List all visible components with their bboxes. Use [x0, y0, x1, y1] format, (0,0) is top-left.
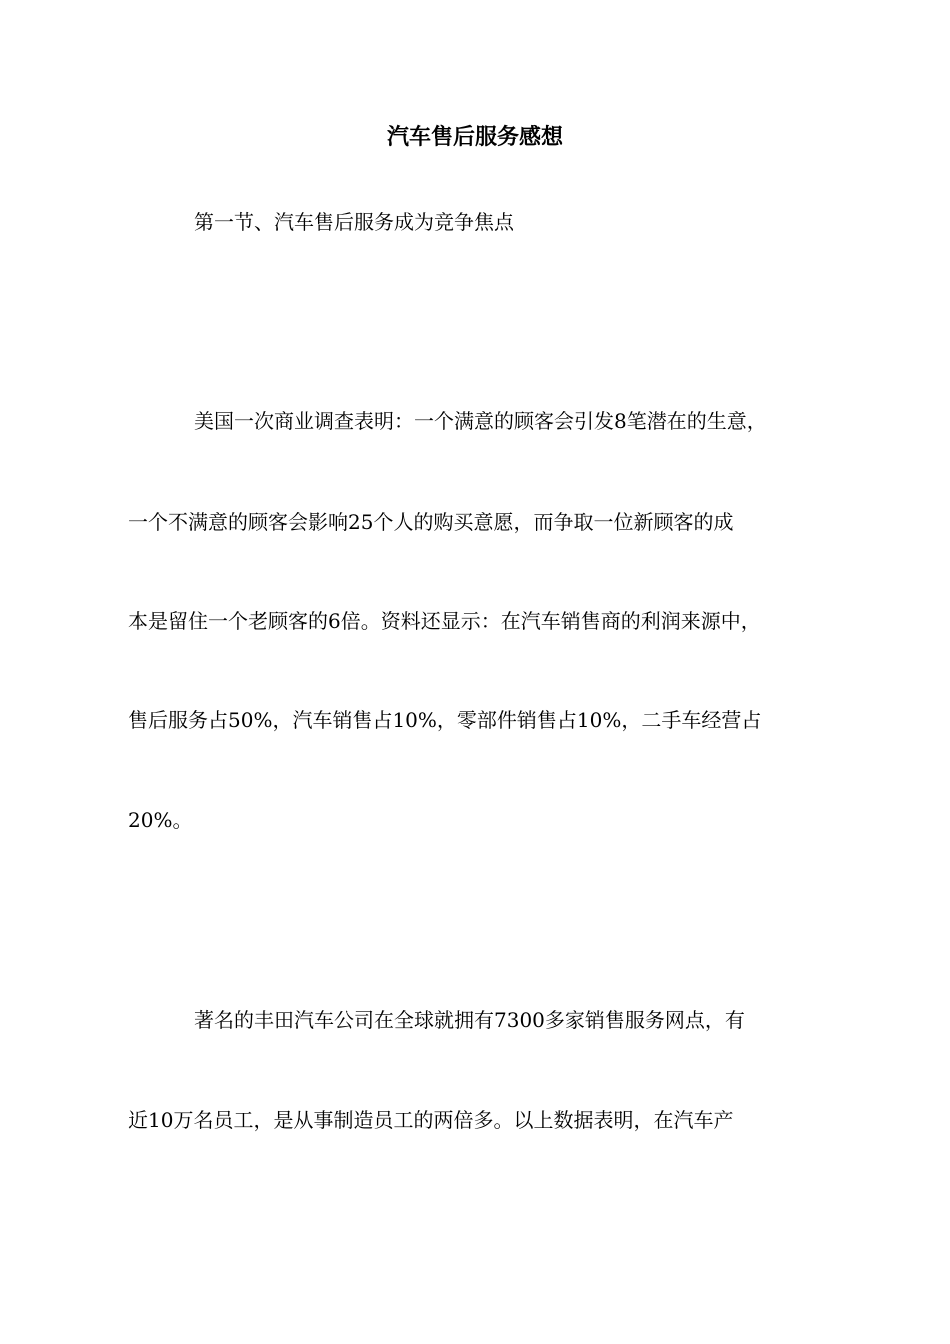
paragraph-1-line-3: 本是留住一个老顾客的6倍。资料还显示：在汽车销售商的利润来源中，: [128, 609, 761, 633]
paragraph-1-line-1: 美国一次商业调查表明：一个满意的顾客会引发8笔潜在的生意，: [194, 409, 767, 433]
section-heading: 第一节、汽车售后服务成为竞争焦点: [194, 210, 514, 234]
paragraph-1-line-4: 售后服务占50%，汽车销售占10%，零部件销售占10%，二手车经营占: [128, 708, 762, 732]
paragraph-2-line-1: 著名的丰田汽车公司在全球就拥有7300多家销售服务网点，有: [194, 1008, 745, 1032]
paragraph-1-line-2: 一个不满意的顾客会影响25个人的购买意愿，而争取一位新顾客的成: [128, 510, 734, 534]
document-title: 汽车售后服务感想: [386, 125, 563, 150]
paragraph-1-line-5: 20%。: [128, 808, 193, 832]
paragraph-2-line-2: 近10万名员工，是从事制造员工的两倍多。以上数据表明，在汽车产: [128, 1108, 734, 1132]
